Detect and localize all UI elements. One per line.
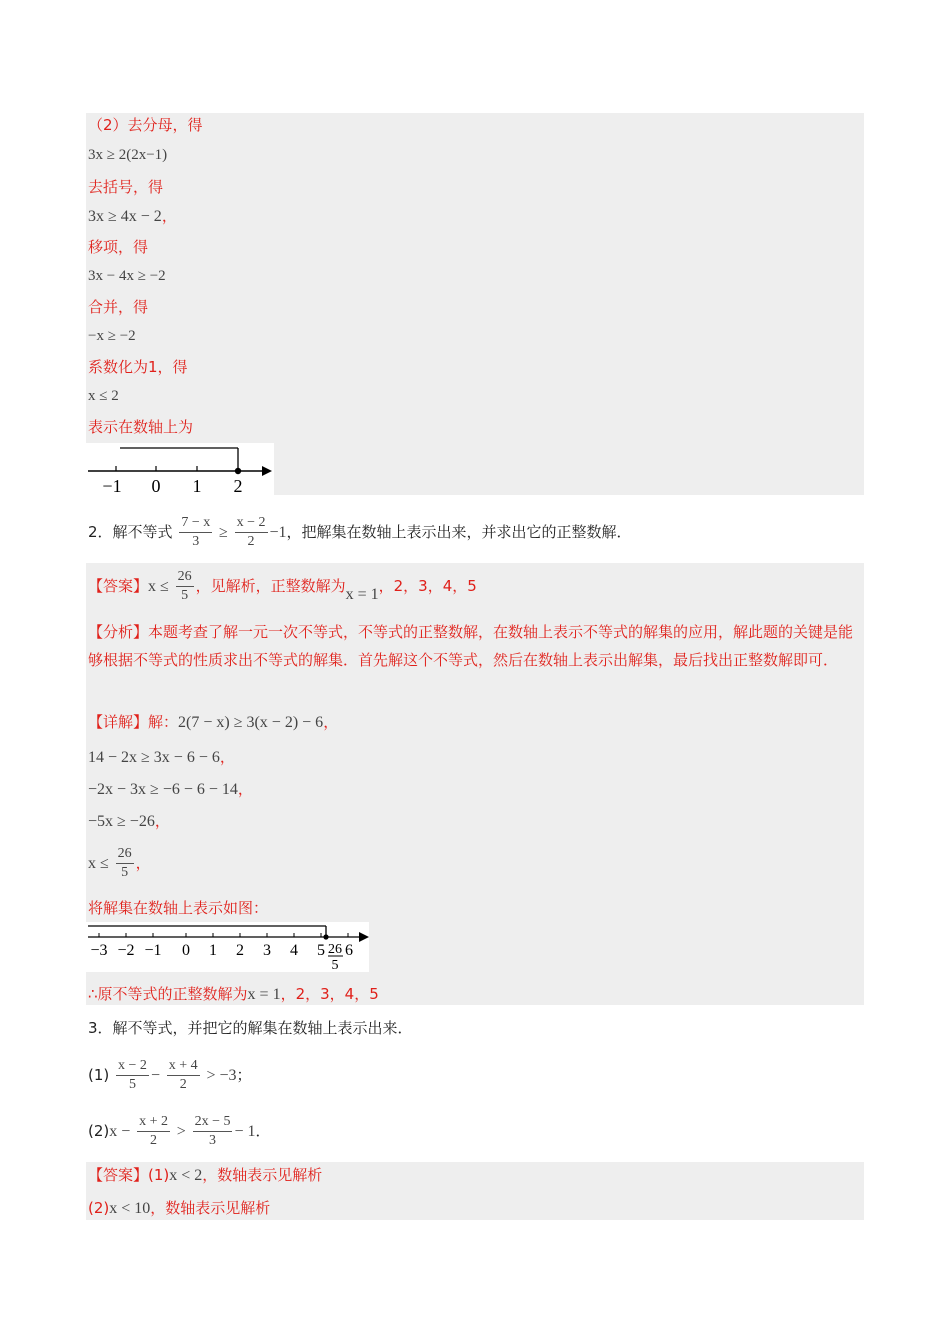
q1-label6: 表示在数轴上为 [88,418,194,436]
q2-s2-comma: ， [237,780,253,798]
q2-answer-label: 【答案】 [88,577,149,595]
q2-numberline-label: 将解集在数轴上表示如图： [88,899,269,917]
nl1-tick: 1 [192,476,202,495]
q2-s4-frac [116,845,134,882]
nl2-mark-den: 5 [331,958,339,972]
q2-s4-comma: ， [135,854,151,872]
q2-frac2 [235,514,268,551]
q3-p2-f1-num: x + 2 [137,1113,170,1132]
q2-s3-line [88,810,170,833]
q1-step2-punct: ， [161,207,177,225]
q2-frac1-den: 3 [192,534,200,549]
number-line-q2 [86,922,369,972]
q3-p2-x: x − [109,1123,131,1140]
q1-heading: （2）去分母，得 [88,116,203,134]
nl2-mark-num: 26 [328,942,342,957]
nl2-tick: 1 [209,942,217,959]
q2-conclusion-a: ∴原不等式的正整数解为 [88,985,248,1003]
q3-part1 [88,1057,252,1094]
q3-p2-punct: ． [255,1122,271,1140]
q1-step5: x ≤ 2 [88,388,119,404]
q2-number: 2． [88,523,113,541]
q2-answer-text: ，见解析，正整数解为 [195,577,346,595]
q2-detail-label: 【详解】解： [88,713,179,731]
q2-statement [88,514,632,551]
q3-p1-f2-num: x + 4 [167,1057,200,1076]
nl1-tick: 0 [151,476,161,495]
solution-box-q1-part2 [86,113,864,495]
q2-answer-frac-den: 5 [181,588,189,603]
q3-text: 解不等式，并把它的解集在数轴上表示出来． [112,1019,413,1037]
q2-conclusion-b: ，2，3，4，5 [280,985,379,1003]
nl2-tick: 4 [290,942,298,959]
q2-frac1-num: 7 − x [179,514,212,533]
q3-p1-punct: ； [236,1066,252,1084]
q3-a1-math: x < 2 [169,1167,203,1184]
q2-s4-line [88,845,151,882]
nl1-tick: 2 [233,476,243,495]
q3-number: 3． [88,1019,113,1037]
number-line-q1 [86,443,274,495]
nl2-tick: −1 [144,942,162,959]
q3-p2-frac1 [137,1113,170,1150]
nl1-tick: −1 [102,476,122,495]
q2-s2: −2x − 3x ≥ −6 − 6 − 14 [88,781,238,798]
q2-answer-frac-num: 26 [176,568,194,587]
nl2-tick: 5 [317,942,325,959]
q2-s4-x: x ≤ [88,855,109,872]
q3-p1-tail: > −3 [206,1067,237,1084]
q2-conclusion [88,983,379,1006]
q3-p1-minus: − [150,1067,160,1084]
q3-p2-gt: > [176,1123,186,1140]
q3-p2-label: (2) [88,1122,110,1140]
q2-ge: ≥ [219,524,228,541]
nl2-tick: −3 [90,942,108,959]
q3-p1-f1-num: x − 2 [116,1057,149,1076]
q3-part2 [88,1113,271,1150]
q3-p2-f2-num: 2x − 5 [193,1113,233,1132]
q1-label4: 合并，得 [88,298,149,316]
q1-step2: 3x ≥ 4x − 2 [88,208,162,225]
nl2-tick: 2 [236,942,244,959]
q1-label3: 移项，得 [88,238,149,256]
q2-s2-line [88,778,253,801]
q3-p2-f1-den: 2 [150,1133,158,1148]
q2-s3: −5x ≥ −26 [88,813,155,830]
q3-p2-tail: − 1 [234,1123,256,1140]
nl2-tick: −2 [117,942,135,959]
q3-p1-frac2 [167,1057,200,1094]
nl2-tick: 6 [345,942,353,959]
q3-p1-frac1 [116,1057,149,1094]
q2-answer-rest: ，2，3，4，5 [378,577,477,595]
q2-detail-comma: ， [323,713,339,731]
q2-frac1 [179,514,212,551]
q2-detail [88,711,338,734]
q1-step3: 3x − 4x ≥ −2 [88,268,166,284]
q3-answer-2 [88,1197,270,1220]
nl2-tick: 0 [182,942,190,959]
q1-step1: 3x ≥ 2(2x−1) [88,147,168,163]
q3-p1-f1-den: 5 [128,1077,136,1092]
q3-a1-num: (1) [148,1166,170,1184]
q3-p1-f2-den: 2 [179,1077,187,1092]
q2-s4-num: 26 [116,845,134,864]
q3-statement [88,1017,413,1039]
q3-p2-f2-den: 3 [209,1133,217,1148]
q1-step4: −x ≥ −2 [88,328,136,344]
q2-text-b: ，把解集在数轴上表示出来，并求出它的正整数解． [286,523,632,541]
q2-s1-line [88,746,235,769]
q2-text-a: 解不等式 [112,523,173,541]
q3-a2-num: (2) [88,1199,110,1217]
q2-answer-frac [176,568,194,605]
q2-s4-den: 5 [121,865,129,880]
q2-conclusion-x: x = 1 [247,986,281,1003]
q2-detail-math: 2(7 − x) ≥ 3(x − 2) − 6 [178,714,324,731]
q3-a1-text: ，数轴表示见解析 [202,1166,323,1184]
q1-label5: 系数化为1，得 [88,358,188,376]
q2-frac2-num: x − 2 [235,514,268,533]
q2-answer [88,568,477,605]
q3-answer-1 [88,1164,322,1187]
q2-answer-x1: x = 1 [345,586,379,603]
q2-s1: 14 − 2x ≥ 3x − 6 − 6 [88,749,220,766]
q1-label2: 去括号，得 [88,178,164,196]
q2-answer-x: x ≤ [148,578,169,595]
q2-s1-comma: ， [219,748,235,766]
q3-answer-label: 【答案】 [88,1166,149,1184]
q3-p2-frac2 [193,1113,233,1150]
q2-analysis: 【分析】本题考查了解一元一次不等式，不等式的正整数解，在数轴上表示不等式的解集的应用，解此题的关键是能够根据不等式的性质求出不等式的解集．首先解这个不等式，然后在数轴上表示出解集，最后找出正整数解即可． [88,623,854,669]
q1-step2-line [88,205,177,228]
q3-p1-label: (1) [88,1066,110,1084]
q3-a2-math: x < 10 [109,1200,151,1217]
q2-s3-comma: ， [154,812,170,830]
q2-frac2-den: 2 [247,534,255,549]
q3-a2-text: ，数轴表示见解析 [150,1199,271,1217]
nl2-tick: 3 [263,942,271,959]
q2-minus1: −1 [269,524,287,541]
